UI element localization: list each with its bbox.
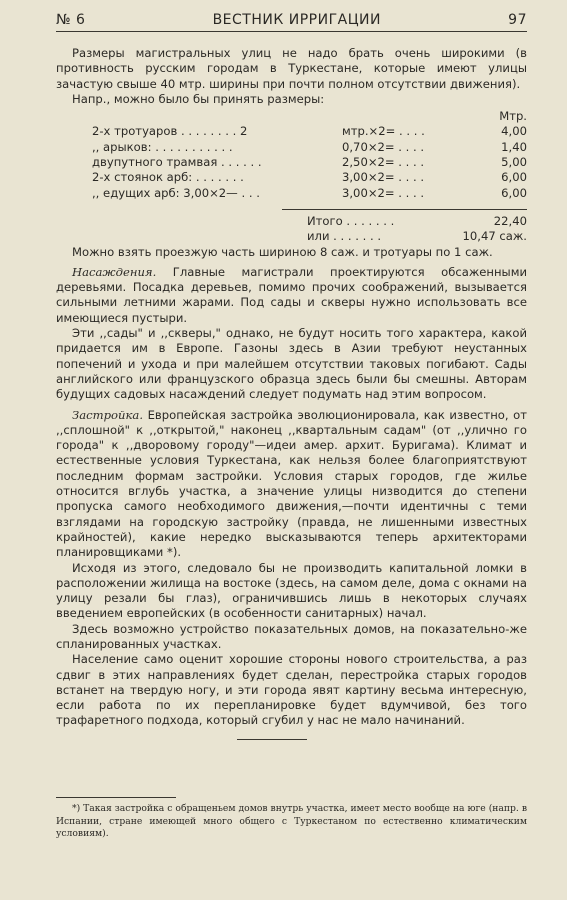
table-row: двупутного трамвая . . . . . . 2,50×2= . . . . 5,00 bbox=[92, 155, 527, 170]
issue-number: № 6 bbox=[56, 12, 86, 28]
footnote bbox=[56, 803, 527, 841]
footnote-divider bbox=[56, 797, 176, 798]
journal-title: ВЕСТНИК ИРРИГАЦИИ bbox=[212, 12, 382, 28]
paragraph-example-intro: Напр., можно было бы принять размеры: bbox=[72, 91, 325, 106]
page-number: 97 bbox=[508, 12, 527, 28]
table-total-row: Итого . . . . . . . 22,40 bbox=[307, 213, 527, 228]
paragraph-building-2: Исходя из этого, следовало бы не производить капитальной ломки в расположении жилища на востоке (здесь, на самом деле, дома с окнами на улицу резали бы глаз), ограничившись лишь в некоторых случаях введением европейских (в особенности санитарных) начал. bbox=[56, 560, 527, 621]
paragraph-roadway: Можно взять проезжую часть шириною 8 саж. и тротуары по 1 саж. bbox=[72, 244, 493, 259]
section-heading-planting: Насаждения. bbox=[72, 264, 157, 279]
footnote-text: *) Такая застройка с обращеньем домов внутрь участка, имеет место вообще на юге (напр. в Испании, стране имеющей много общего с Туркестаном по естественно климатическим условиям). bbox=[56, 803, 527, 839]
street-width-table bbox=[56, 109, 527, 244]
total-divider bbox=[282, 209, 527, 210]
section-heading-building: Застройка. bbox=[72, 407, 144, 422]
table-row: ,, едущих арб: 3,00×2— . . . 3,00×2= . . . . 6,00 bbox=[92, 185, 527, 200]
table-alt-total-row: или . . . . . . . 10,47 саж. bbox=[307, 229, 527, 244]
table-row: ,, арыков: . . . . . . . . . . . 0,70×2= . . . . 1,40 bbox=[92, 139, 527, 154]
paragraph-building-1: Застройка. Европейская застройка эволюционировала, как известно, от ,,сплошной" к ,,открытой," наконец ,,квартальным садам" (от ,,улично го города" к ,,дворовому городу"—идеи амер. архит. Буригама). Климат и естественные условия Туркестана, как нельзя более благоприятствуют последним формам застройки. Условия старых городов, где жилье относится вглубь участка, а значение улицы низводится до степени пропуска самого необходимого движения,—почти идентичны с теми взглядами на городскую застройку (правда, не лишенными известных крайностей), какие нередко высказываются теперь архитекторами планировщиками *). bbox=[56, 407, 527, 560]
table-unit-header: Мтр. bbox=[499, 109, 527, 124]
paragraph-planting-1: Насаждения. Главные магистрали проектируются обсаженными деревьями. Посадка деревьев, помимо прочих соображений, вызывается сильными летними жарами. Под сады и скверы нужно использовать все имеющиеся пустыри. bbox=[56, 264, 527, 325]
paragraph-building-4: Население само оценит хорошие стороны нового строительства, а раз сдвиг в этих направлениях будет сделан, перестройка старых городов встанет на твердую ногу, и эти города явят картину весьма интересную, если работа по их перепланировке будет вдумчивой, без того трафаретного подхода, который сгубил у нас не мало начинаний. bbox=[56, 652, 527, 728]
article-end-rule bbox=[237, 739, 307, 740]
table-row: 2-х стоянок арб: . . . . . . . 3,00×2= . . . . 6,00 bbox=[92, 170, 527, 185]
paragraph-building-3: Здесь возможно устройство показательных домов, на показательно-же спланированных участках. bbox=[56, 621, 527, 651]
article-body bbox=[56, 46, 527, 740]
paragraph-planting-2: Эти ,,сады" и ,,скверы," однако, не будут носить того характера, какой придается им в Европе. Газоны здесь в Азии требуют неустанных попечений и ухода и при малейшем отсутствии таковых погибают. Сады английского или французского образца здесь были бы смешны. Авторам будущих садовых насаждений следует подумать над этим вопросом. bbox=[56, 326, 527, 402]
table-row: 2-х тротуаров . . . . . . . . 2 мтр.×2= . . . . 4,00 bbox=[92, 124, 527, 139]
page-header bbox=[56, 12, 527, 32]
paragraph-street-widths: Размеры магистральных улиц не надо брать очень широкими (в противность русским городам в Туркестане, которые имеют улицы зачастую свыше 40 мтр. ширины при почти полном отсутствии движения). bbox=[56, 46, 527, 91]
